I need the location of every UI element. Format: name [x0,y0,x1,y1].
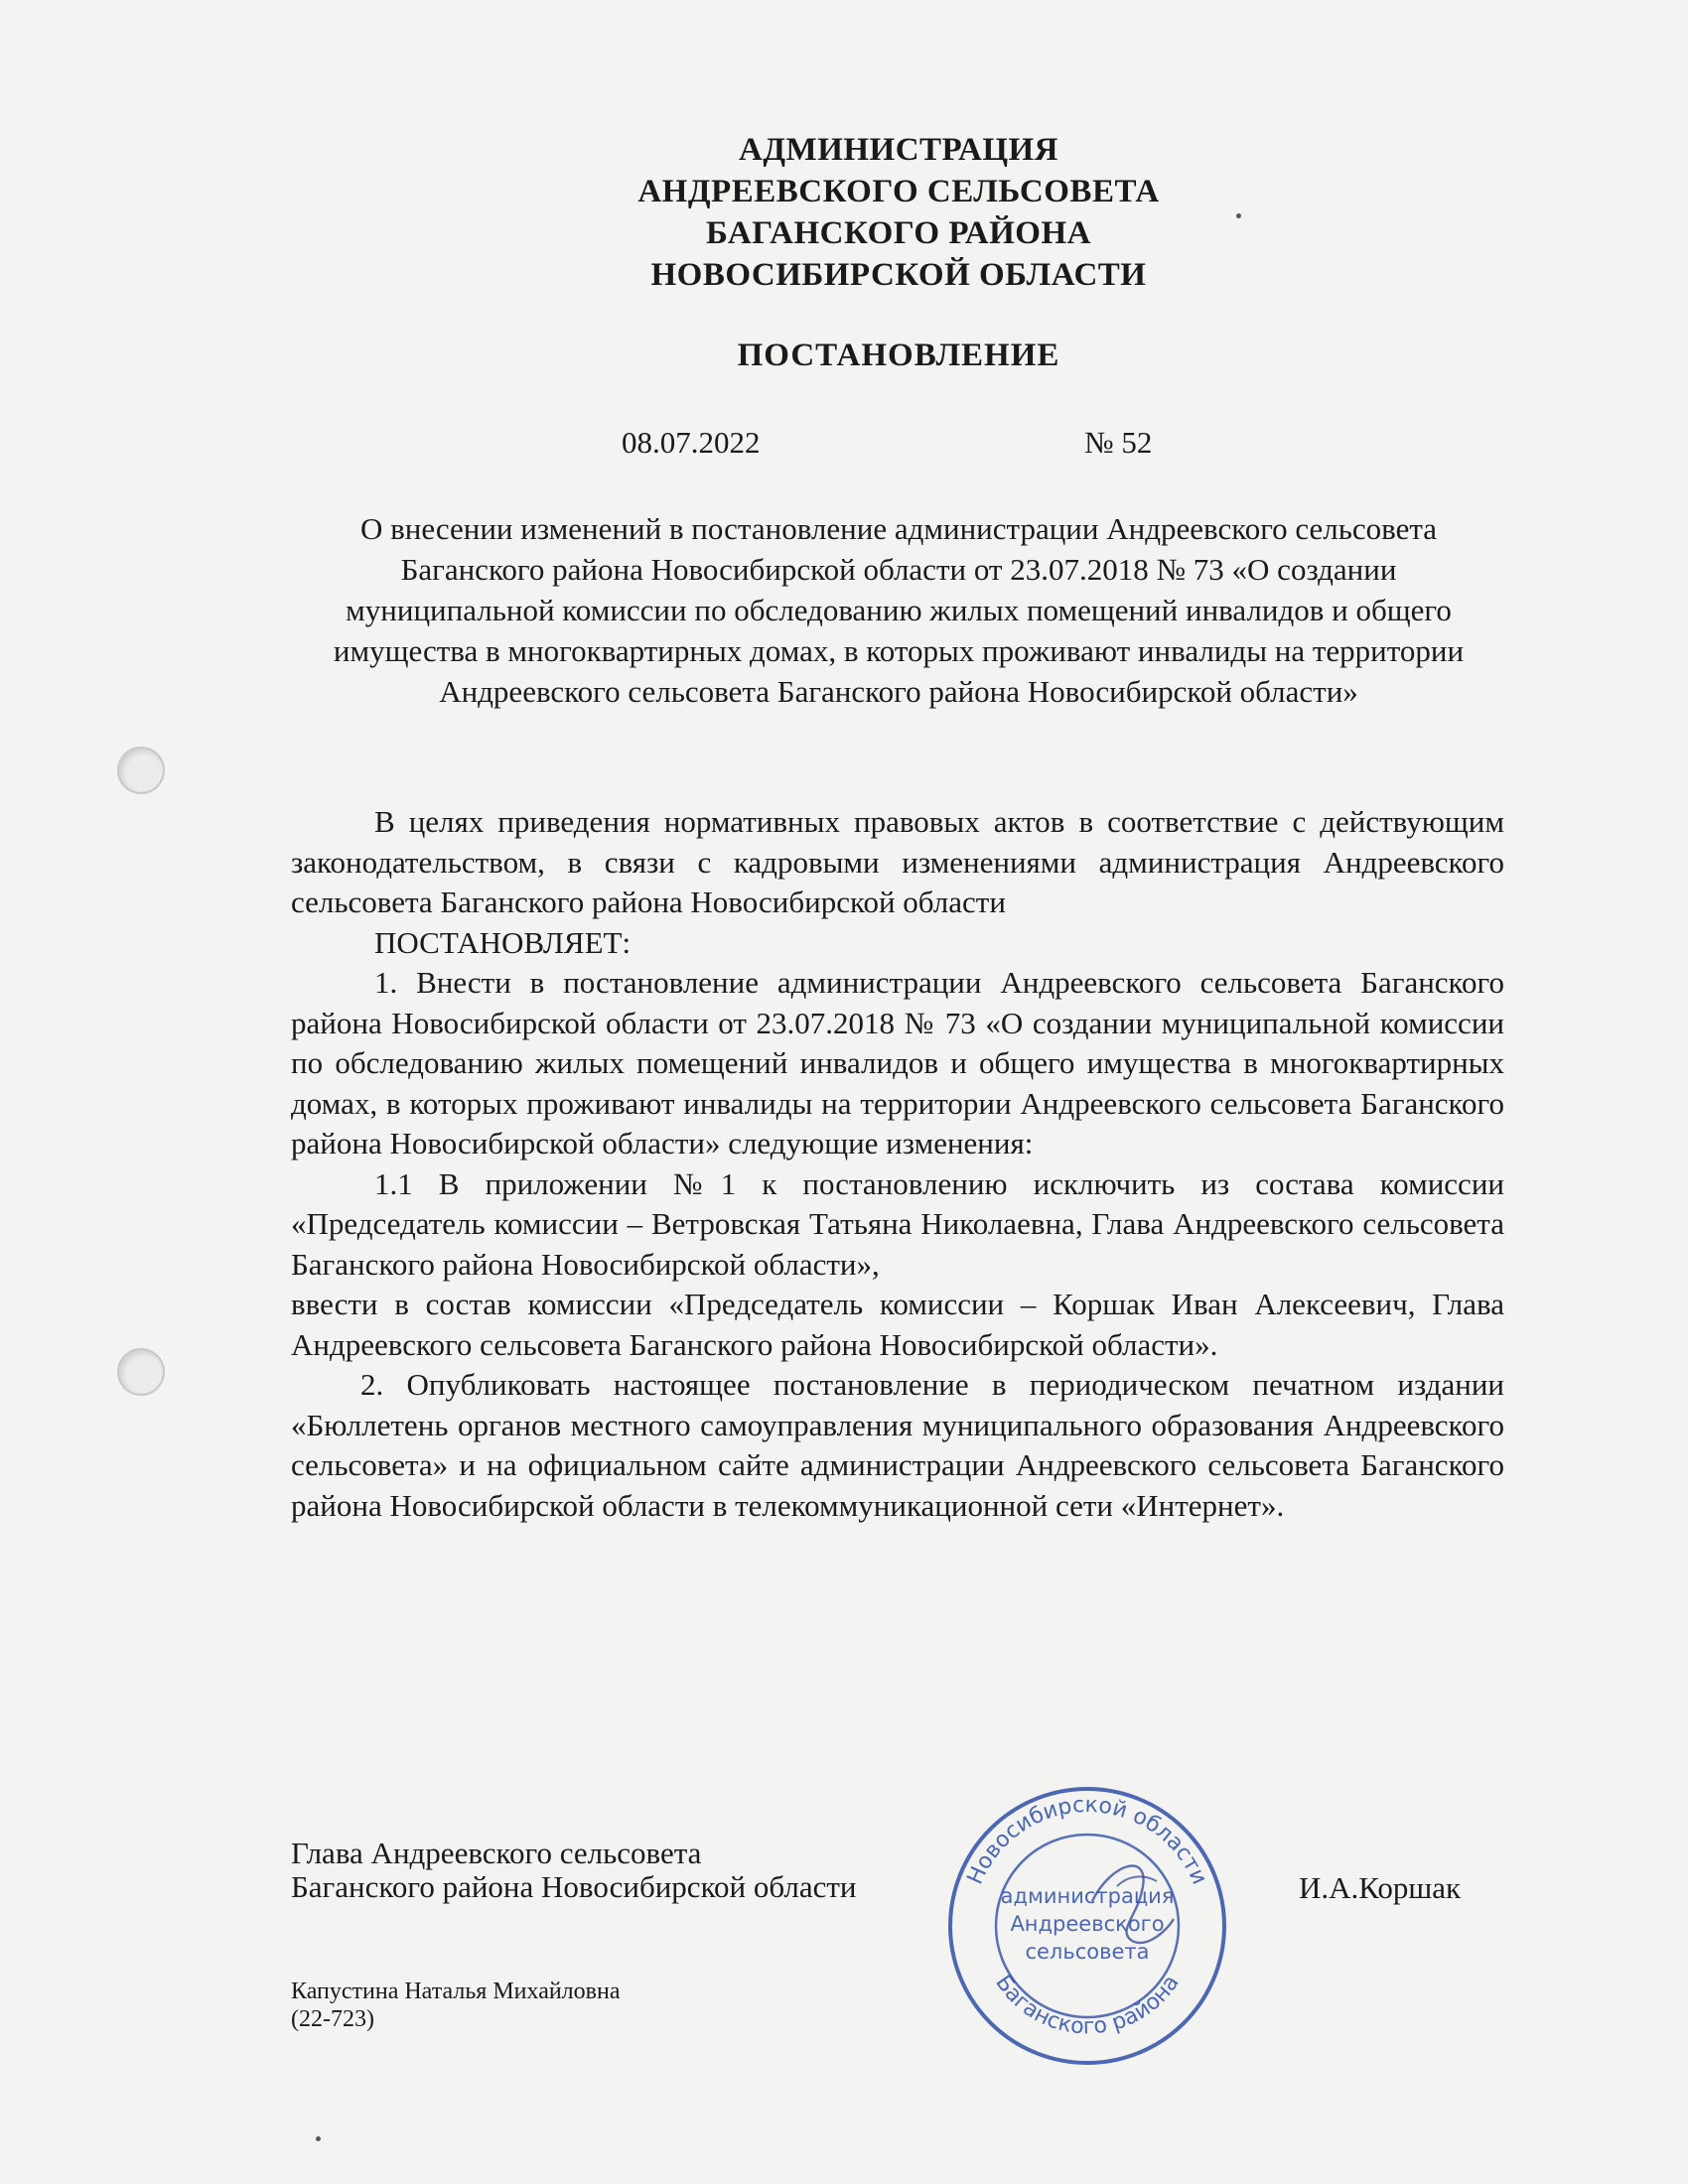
document-date: 08.07.2022 [622,425,761,460]
official-seal-stamp [943,1782,1231,2070]
seal-arc-top-text: Новосибирской области [962,1792,1212,1889]
item-1-1-paragraph: 1.1 В приложении №1 к постановлению исключить из состава комиссии «Председатель комиссии – Ветровская Татьяна Николаевна, Глава Андреевского сельсовета Баганского района Новосибирской области», [291,1165,1504,1282]
signer-title-line-2: Баганского района Новосибирской области [291,1869,857,1904]
executor-phone: (22-723) [291,2006,374,2032]
signer-name: И.А.Коршак [1299,1870,1462,1905]
signature-block [291,1837,857,1904]
seal-arc-bottom-text: Баганского района [990,1971,1185,2040]
document-header [298,129,1499,296]
item-1-paragraph: 1. Внести в постановление администрации Андреевского сельсовета Баганского района Новосибирской области от 23.07.2018 № 73 «О создании муниципальной комиссии по обследованию жилых помещений инвалидов и общего имущества в многоквартирных домах, в которых проживают инвалиды на территории Андреевского сельсовета Баганского района Новосибирской области» следующие изменения: [291,965,1504,1160]
seal-center-line-2: Андреевского [1010,1912,1165,1936]
punch-hole-bottom [117,1348,165,1396]
punch-hole-top [117,747,165,794]
seal-center-line-1: администрация [1000,1884,1175,1908]
document-subject: О внесении изменений в постановление администрации Андреевского сельсовета Баганского района Новосибирской области от 23.07.2018 № 73 «О создании муниципальной комиссии по обследованию жилых помещений инвалидов и общего имущества в многоквартирных домах, в которых проживают инвалиды на территории Андреевского сельсовета Баганского района Новосибирской области» [333,511,1465,709]
scan-speck-bottom [316,2136,321,2141]
decree-word: ПОСТАНОВЛЯЕТ: [374,924,632,960]
header-line-2: АНДРЕЕВСКОГО СЕЛЬСОВЕТА [637,174,1160,209]
document-body [291,802,1504,1526]
preamble-paragraph: В целях приведения нормативных правовых актов в соответствие с действующим законодательством, в связи с кадровыми изменениями администрация Андреевского сельсовета Баганского района Новосибирской области [291,804,1504,919]
signer-title-line-1: Глава Андреевского сельсовета [291,1836,702,1870]
seal-center-line-3: сельсовета [1025,1940,1150,1964]
header-line-4: НОВОСИБИРСКОЙ ОБЛАСТИ [650,257,1147,293]
item-2-paragraph: 2. Опубликовать настоящее постановление в периодическом печатном издании «Бюллетень органов местного самоуправления муниципального образования Андреевского сельсовета» и на официальном сайте администрации Андреевского сельсовета Баганского района Новосибирской области в телекоммуникационной сети «Интернет». [291,1367,1504,1523]
header-line-3: БАГАНСКОГО РАЙОНА [706,215,1091,251]
document-number: № 52 [1084,425,1153,460]
item-1-1-continuation: ввести в состав комиссии «Председатель комиссии – Коршак Иван Алексеевич, Глава Андреевского сельсовета Баганского района Новосибирской области». [291,1287,1504,1362]
scan-speck [1236,213,1241,218]
executor-name: Капустина Наталья Михайловна [291,1979,621,2004]
executor-block [291,1978,621,2033]
header-line-1: АДМИНИСТРАЦИЯ [739,132,1058,168]
document-type: ПОСТАНОВЛЕНИЕ [737,338,1060,373]
